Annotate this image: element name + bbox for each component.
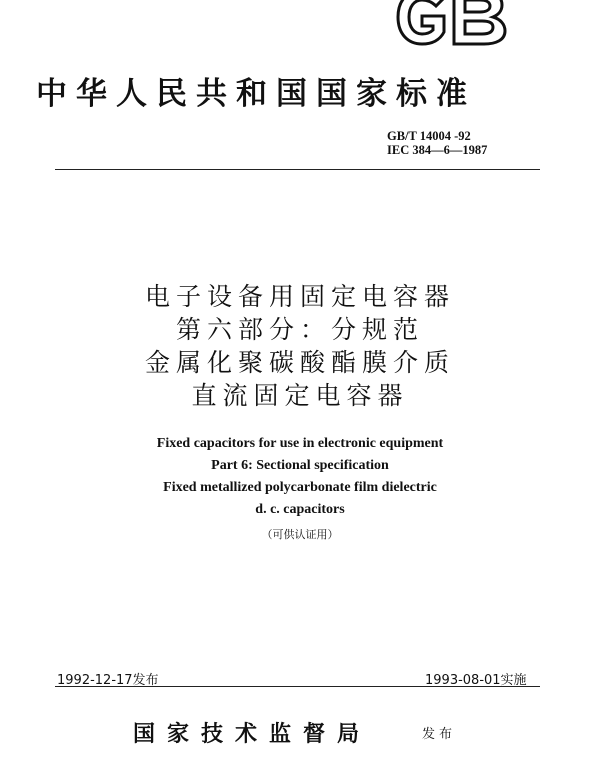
english-title xyxy=(0,433,600,521)
chinese-title xyxy=(0,280,600,412)
standard-code: GB/T 14004 -92 xyxy=(387,129,471,143)
english-title-line-4: d. c. capacitors xyxy=(255,502,345,517)
chinese-title-line-2: 第六部分：分规范 xyxy=(175,315,424,344)
bottom-divider xyxy=(55,686,540,687)
english-title-line-3: Fixed metallized polycarbonate film dielectric xyxy=(163,480,437,495)
standard-codes xyxy=(387,129,487,157)
issuer-suffix: 发布 xyxy=(422,727,457,742)
chinese-title-line-4: 直流固定电容器 xyxy=(191,381,409,410)
implementation-date: 1993-08-01实施 xyxy=(425,673,527,688)
chinese-title-line-3: 金属化聚碳酸酯膜介质 xyxy=(144,348,455,377)
english-title-line-1: Fixed capacitors for use in electronic equipment xyxy=(156,436,444,451)
chinese-title-line-1: 电子设备用固定电容器 xyxy=(144,282,455,311)
national-standard-title: 中华人民共和国国家标准 xyxy=(36,76,476,112)
issuer-name: 国家技术监督局 xyxy=(133,721,372,747)
certification-note: （可供认证用） xyxy=(261,528,339,541)
english-title-line-2: Part 6: Sectional specification xyxy=(211,458,389,473)
iec-code: IEC 384—6—1987 xyxy=(387,143,488,157)
issue-date: 1992-12-17发布 xyxy=(57,673,159,688)
gb-logo-icon xyxy=(392,0,512,48)
top-divider xyxy=(55,169,540,170)
